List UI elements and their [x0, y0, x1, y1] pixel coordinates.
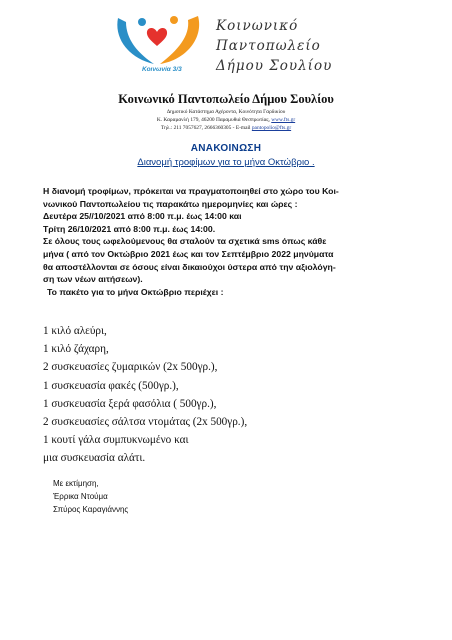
- letterhead-address-line-1: [0, 109, 452, 115]
- announcement-title: ΑΝΑΚΟΙΝΩΣΗ: [190, 143, 262, 154]
- letterhead-address-line-2: [0, 117, 452, 123]
- package-intro: Το πακέτο για το μήνα Οκτώβριο περιέχει :: [47, 286, 224, 297]
- announcement-subtitle: Διανομή τροφίμων για το μήνα Οκτώβριο .: [137, 157, 315, 168]
- letterhead-line-1-text: Δημοτικό Κατάστημα Αχέροντα, Κοινότητα Γαρδικίου: [166, 109, 286, 115]
- organization-logo: [112, 8, 340, 82]
- signature-block: [53, 478, 128, 516]
- list-item: 1 κιλό ζάχαρη,: [43, 343, 109, 356]
- list-item: 1 κιλό αλεύρι,: [43, 325, 107, 337]
- distribution-date-2: Τρίτη 26/10/2021 από 8:00 π.μ. έως 14:00.: [43, 223, 216, 234]
- logo-text-line-3: Δήμου Σουλίου: [216, 58, 333, 74]
- email-link[interactable]: pantopolio@fts.gr: [251, 125, 292, 131]
- logo-text-line-1: Κοινωνικό: [216, 18, 299, 34]
- list-item: μια συσκευασία αλάτι.: [43, 452, 146, 465]
- signatory-name-2: Σπύρος Καραγιάννης: [53, 504, 129, 514]
- notice-line-2: μήνα ( από τον Οκτώβριο 2021 έως και τον Σεπτέμβριο 2022 μηνύματα: [43, 248, 334, 259]
- closing-text: Με εκτίμηση,: [53, 479, 99, 488]
- list-item: 1 συσκευασία ξερά φασόλια ( 500γρ.),: [43, 397, 217, 410]
- package-contents-list: [43, 322, 423, 468]
- notice-line-3: θα αποστέλλονται σε όσους είναι δικαιούχοι ύστερα από την αξιολόγη-: [43, 261, 336, 272]
- list-item: 1 συσκευασία φακές (500γρ.),: [43, 379, 179, 392]
- letterhead-contact-line: [0, 125, 452, 131]
- distribution-date-1: Δευτέρα 25//10/2021 από 8:00 π.μ. έως 14:00 και: [43, 211, 242, 222]
- list-item: 2 συσκευασίες σάλτσα ντομάτας (2x 500γρ.),: [43, 416, 248, 429]
- list-item: 2 συσκευασίες ζυμαρικών (2x 500γρ.),: [43, 361, 218, 374]
- organization-title: Κοινωνικό Παντοπωλείο Δήμου Σουλίου: [118, 92, 334, 106]
- letterhead-line-2-text: Κ. Καραμανλή 179, 46200 Παραμυθιά Θεσπρωτίας,: [156, 117, 270, 123]
- signatory-name-1: Έρρικα Ντούμα: [53, 491, 108, 501]
- list-item: 1 κουτί γάλα συμπυκνωμένο και: [43, 434, 189, 447]
- letterhead-line-3-text: Τηλ.: 211 7057627, 2666360305 - E-mail: [160, 125, 251, 131]
- website-link[interactable]: www.fts.gr: [271, 117, 296, 123]
- announcement-body: [43, 185, 423, 298]
- logo-caption: Κοινωνία 3/3: [142, 66, 182, 73]
- intro-line-1: Η διανομή τροφίμων, πρόκειται να πραγματοποιηθεί στο χώρο του Κοι-: [43, 186, 339, 196]
- logo-text-line-2: Παντοπωλείο: [216, 38, 321, 54]
- notice-line-1: Σε όλους τους ωφελούμενους θα σταλούν τα σχετικά sms όπως κάθε: [43, 236, 327, 247]
- intro-line-2: νωνικού Παντοπωλείου τις παρακάτω ημερομηνίες και ώρες :: [43, 198, 298, 209]
- notice-line-4: ση των νέων αιτήσεων).: [43, 274, 143, 285]
